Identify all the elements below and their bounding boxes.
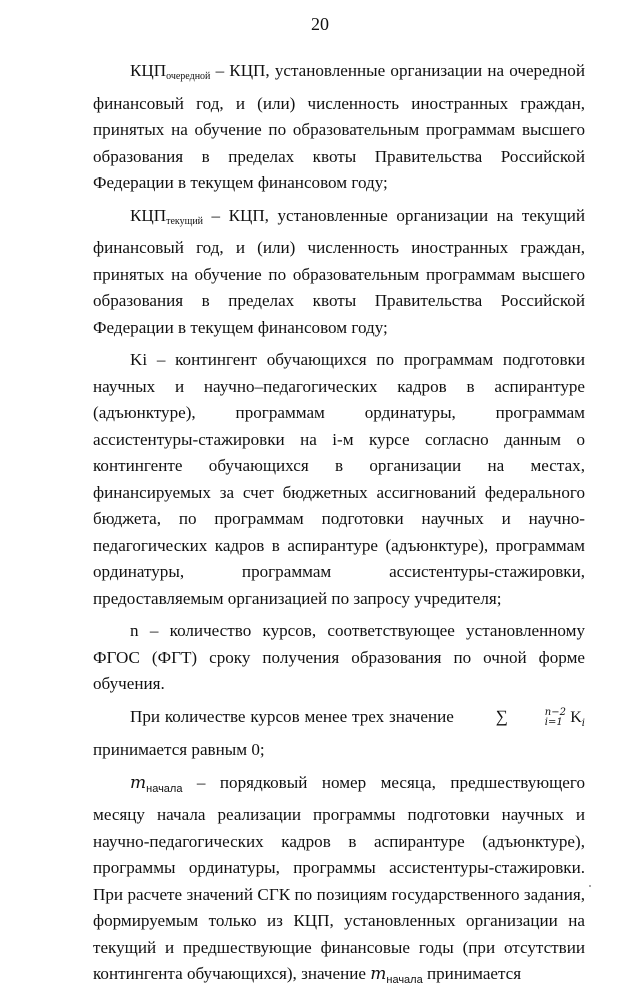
paragraph-text: – КЦП, установленные организации на текущий финансовый год, и (или) численность иностранных граждан, принятых на обучение по образовательным программам высшего образования в пределах квоты Правительства Российской Федерации в текущем финансовом году; [93,205,585,337]
document-body [93,58,585,1000]
term-kcp: КЦП [130,205,167,225]
variable-m: m [130,772,147,793]
paragraph-text: При количестве курсов менее трех значение [130,706,459,726]
sum-sign: ∑ [495,706,508,726]
paragraph-text: – порядковый номер месяца, предшествующего месяцу начала реализации программы подготовки научных и научно-педагогических кадров в аспирантуре (адъюнктуре), программы ординатуры, программы ассистентуры-стажировки. При расчете значений СГК по позициям государственного задания, формируемым только из КЦП, установленных организации на текущий и предшествующие финансовые годы (при отсутствии контингента обучающихся), значение [93,772,585,983]
paragraph-text: – КЦП, установленные организации на очередной финансовый год, и (или) численность иностранных граждан, принятых на обучение по образовательным программам высшего образования в пределах квоты Правительства Российской Федерации в текущем финансовом году; [93,61,585,192]
sum-formula [459,704,585,738]
paragraph-n-definition: n – количество курсов, соответствующее установленному ФГОС (ФГТ) сроку получения образования по очной форме обучения. [93,621,585,693]
paragraph-m-start-definition [93,770,585,994]
paragraph-kcp-next-year [93,58,585,197]
sum-variable-subscript: i [581,717,585,729]
variable-m: m [370,964,387,984]
paragraph-kcp-current-year [93,203,585,342]
scan-speck [589,885,591,887]
sum-upper-limit: n−2 [544,706,566,718]
page-number: 20 [311,14,329,34]
variable-m-subscript: начала [146,782,183,795]
term-kcp: КЦП [130,61,167,80]
term-subscript-current: текущий [166,215,204,227]
paragraph-sum-condition [93,704,585,764]
paragraph-text: принимается равным 0; [93,740,265,759]
paragraph-ki-definition: Ki – контингент обучающихся по программам подготовки научных и научно–педагогических кадров в аспирантуре (адъюнктуре), программам ординатуры, программам ассистентуры-стажировки на i-м курсе согласно данным о контингенте обучающихся в организации на местах, финансируемых за счет бюджетных ассигнований федерального бюджета, по программам подготовки научных и научно-педагогических кадров в аспирантуре (адъюнктуре), программам ординатуры, программам ассистентуры-стажировки, предоставляемым организацией по запросу учредителя; [93,350,585,608]
sum-lower-limit: i=1 [544,716,563,728]
sum-limits [508,708,566,728]
paragraph-text: принимается [422,964,522,983]
variable-m-subscript: начала [386,974,423,986]
term-subscript-next: очередной [166,71,211,82]
sum-variable: K [570,708,582,726]
